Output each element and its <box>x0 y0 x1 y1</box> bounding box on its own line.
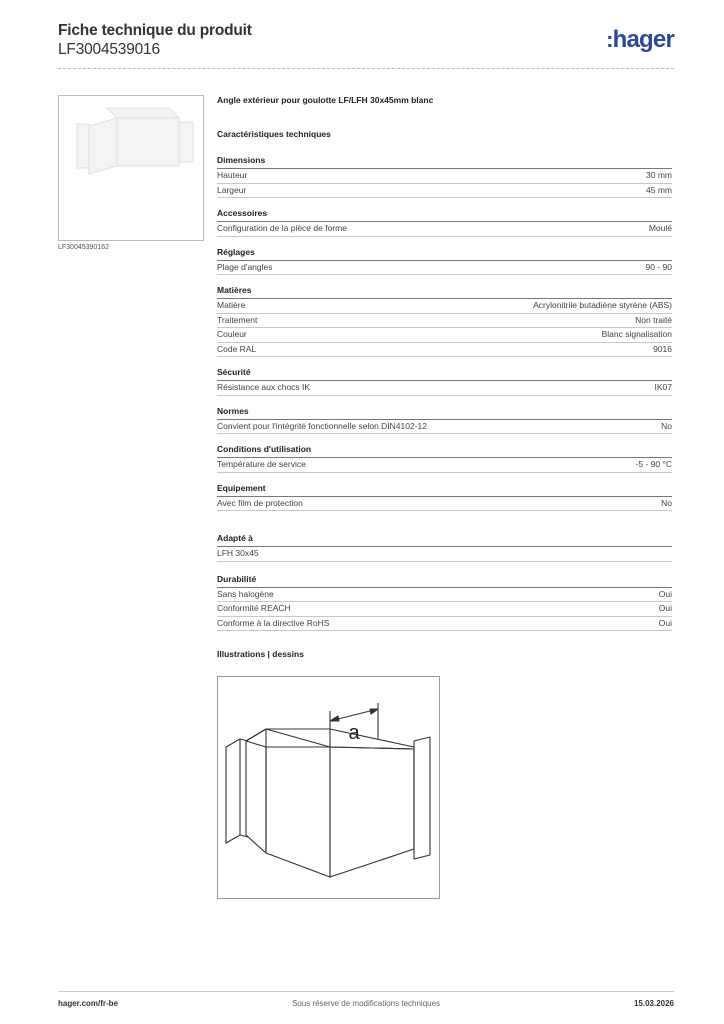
spec-row <box>217 343 672 358</box>
spec-row <box>217 314 672 329</box>
footer-date: 15.03.2026 <box>633 999 674 1008</box>
spec-value: No <box>661 497 672 508</box>
spec-value: 45 mm <box>646 184 672 195</box>
spec-key: Convient pour l'intégrité fonctionnelle selon DIN4102-12 <box>217 420 428 431</box>
header-divider <box>58 68 674 69</box>
document-title: Fiche technique du produit <box>58 22 252 39</box>
spec-row <box>217 588 672 603</box>
spec-value: Oui <box>658 617 672 628</box>
spec-sections <box>217 155 672 511</box>
durability-section <box>217 574 672 632</box>
section-title: Conditions d'utilisation <box>217 444 672 458</box>
spec-section <box>217 208 672 237</box>
illustrations-heading: Illustrations | dessins <box>217 649 304 659</box>
section-title: Adapté à <box>217 533 672 547</box>
technical-drawing <box>217 676 440 899</box>
section-title: Durabilité <box>217 574 672 588</box>
footer-disclaimer: Sous réserve de modifications techniques <box>291 999 441 1008</box>
adapted-section <box>217 533 672 562</box>
spec-row <box>217 547 672 562</box>
section-title: Dimensions <box>217 155 672 169</box>
page-header <box>58 22 674 66</box>
spec-key: Couleur <box>217 329 247 339</box>
spec-key: Code RAL <box>217 343 257 354</box>
section-title: Normes <box>217 406 672 420</box>
footer-divider <box>58 991 674 992</box>
spec-section <box>217 367 672 396</box>
spec-value: 90 - 90 <box>645 261 672 272</box>
spec-key: Avec film de protection <box>217 497 303 508</box>
spec-row <box>217 458 672 473</box>
spec-section <box>217 155 672 198</box>
section-title: Equipement <box>217 483 672 497</box>
spec-row <box>217 261 672 276</box>
spec-value: Moulé <box>648 223 672 233</box>
logo-prefix: : <box>606 27 613 52</box>
spec-row <box>217 184 672 199</box>
product-image <box>58 95 204 241</box>
spec-key: Plage d'angles <box>217 261 273 272</box>
spec-value: 30 mm <box>646 170 672 180</box>
spec-key: LFH 30x45 <box>217 548 259 558</box>
image-caption: LF30045390162 <box>58 244 109 251</box>
section-title: Réglages <box>217 247 672 261</box>
tech-characteristics-heading: Caractéristiques techniques <box>217 129 331 139</box>
spec-row <box>217 617 672 632</box>
spec-value: IK07 <box>654 382 672 392</box>
spec-content <box>217 95 672 661</box>
section-title: Sécurité <box>217 367 672 381</box>
section-title: Accessoires <box>217 208 672 222</box>
spec-value: Oui <box>658 603 672 613</box>
product-reference: LF3004539016 <box>58 41 160 58</box>
logo-text: hager <box>612 26 674 53</box>
spec-key: Température de service <box>217 459 306 469</box>
spec-key: Sans halogène <box>217 588 274 599</box>
spec-section <box>217 483 672 512</box>
spec-section <box>217 247 672 276</box>
spec-row <box>217 299 672 314</box>
spec-value: No <box>661 420 672 431</box>
spec-row <box>217 420 672 435</box>
spec-value: Blanc signalisation <box>601 329 672 339</box>
page-footer <box>58 995 674 1009</box>
spec-row <box>217 328 672 343</box>
spec-key: Résistance aux chocs IK <box>217 382 311 392</box>
spec-key: Configuration de la pièce de forme <box>217 223 347 233</box>
spec-row <box>217 169 672 184</box>
section-title: Matières <box>217 285 672 299</box>
hager-logo[interactable] <box>606 26 674 54</box>
spec-key: Traitement <box>217 314 258 325</box>
spec-key: Matière <box>217 300 246 310</box>
spec-key: Conformité REACH <box>217 603 291 613</box>
product-title: Angle extérieur pour goulotte LF/LFH 30x45mm blanc <box>217 95 434 105</box>
spec-row <box>217 497 672 512</box>
spec-row <box>217 222 672 237</box>
spec-section <box>217 285 672 357</box>
spec-key: Conforme à la directive RoHS <box>217 617 330 628</box>
spec-value: Acrylonitrile butadiène styrène (ABS) <box>533 300 672 310</box>
spec-row <box>217 602 672 617</box>
spec-section <box>217 444 672 473</box>
footer-website-link[interactable]: hager.com/fr-be <box>58 999 119 1008</box>
spec-value: -5 - 90 °C <box>635 459 672 469</box>
spec-value: 9016 <box>653 343 672 354</box>
spec-value: Non traité <box>635 314 672 325</box>
spec-section <box>217 406 672 435</box>
dimension-label-a: a <box>348 722 360 744</box>
spec-key: Hauteur <box>217 170 248 180</box>
spec-row <box>217 381 672 396</box>
spec-value: Oui <box>658 588 672 599</box>
spec-key: Largeur <box>217 184 247 195</box>
